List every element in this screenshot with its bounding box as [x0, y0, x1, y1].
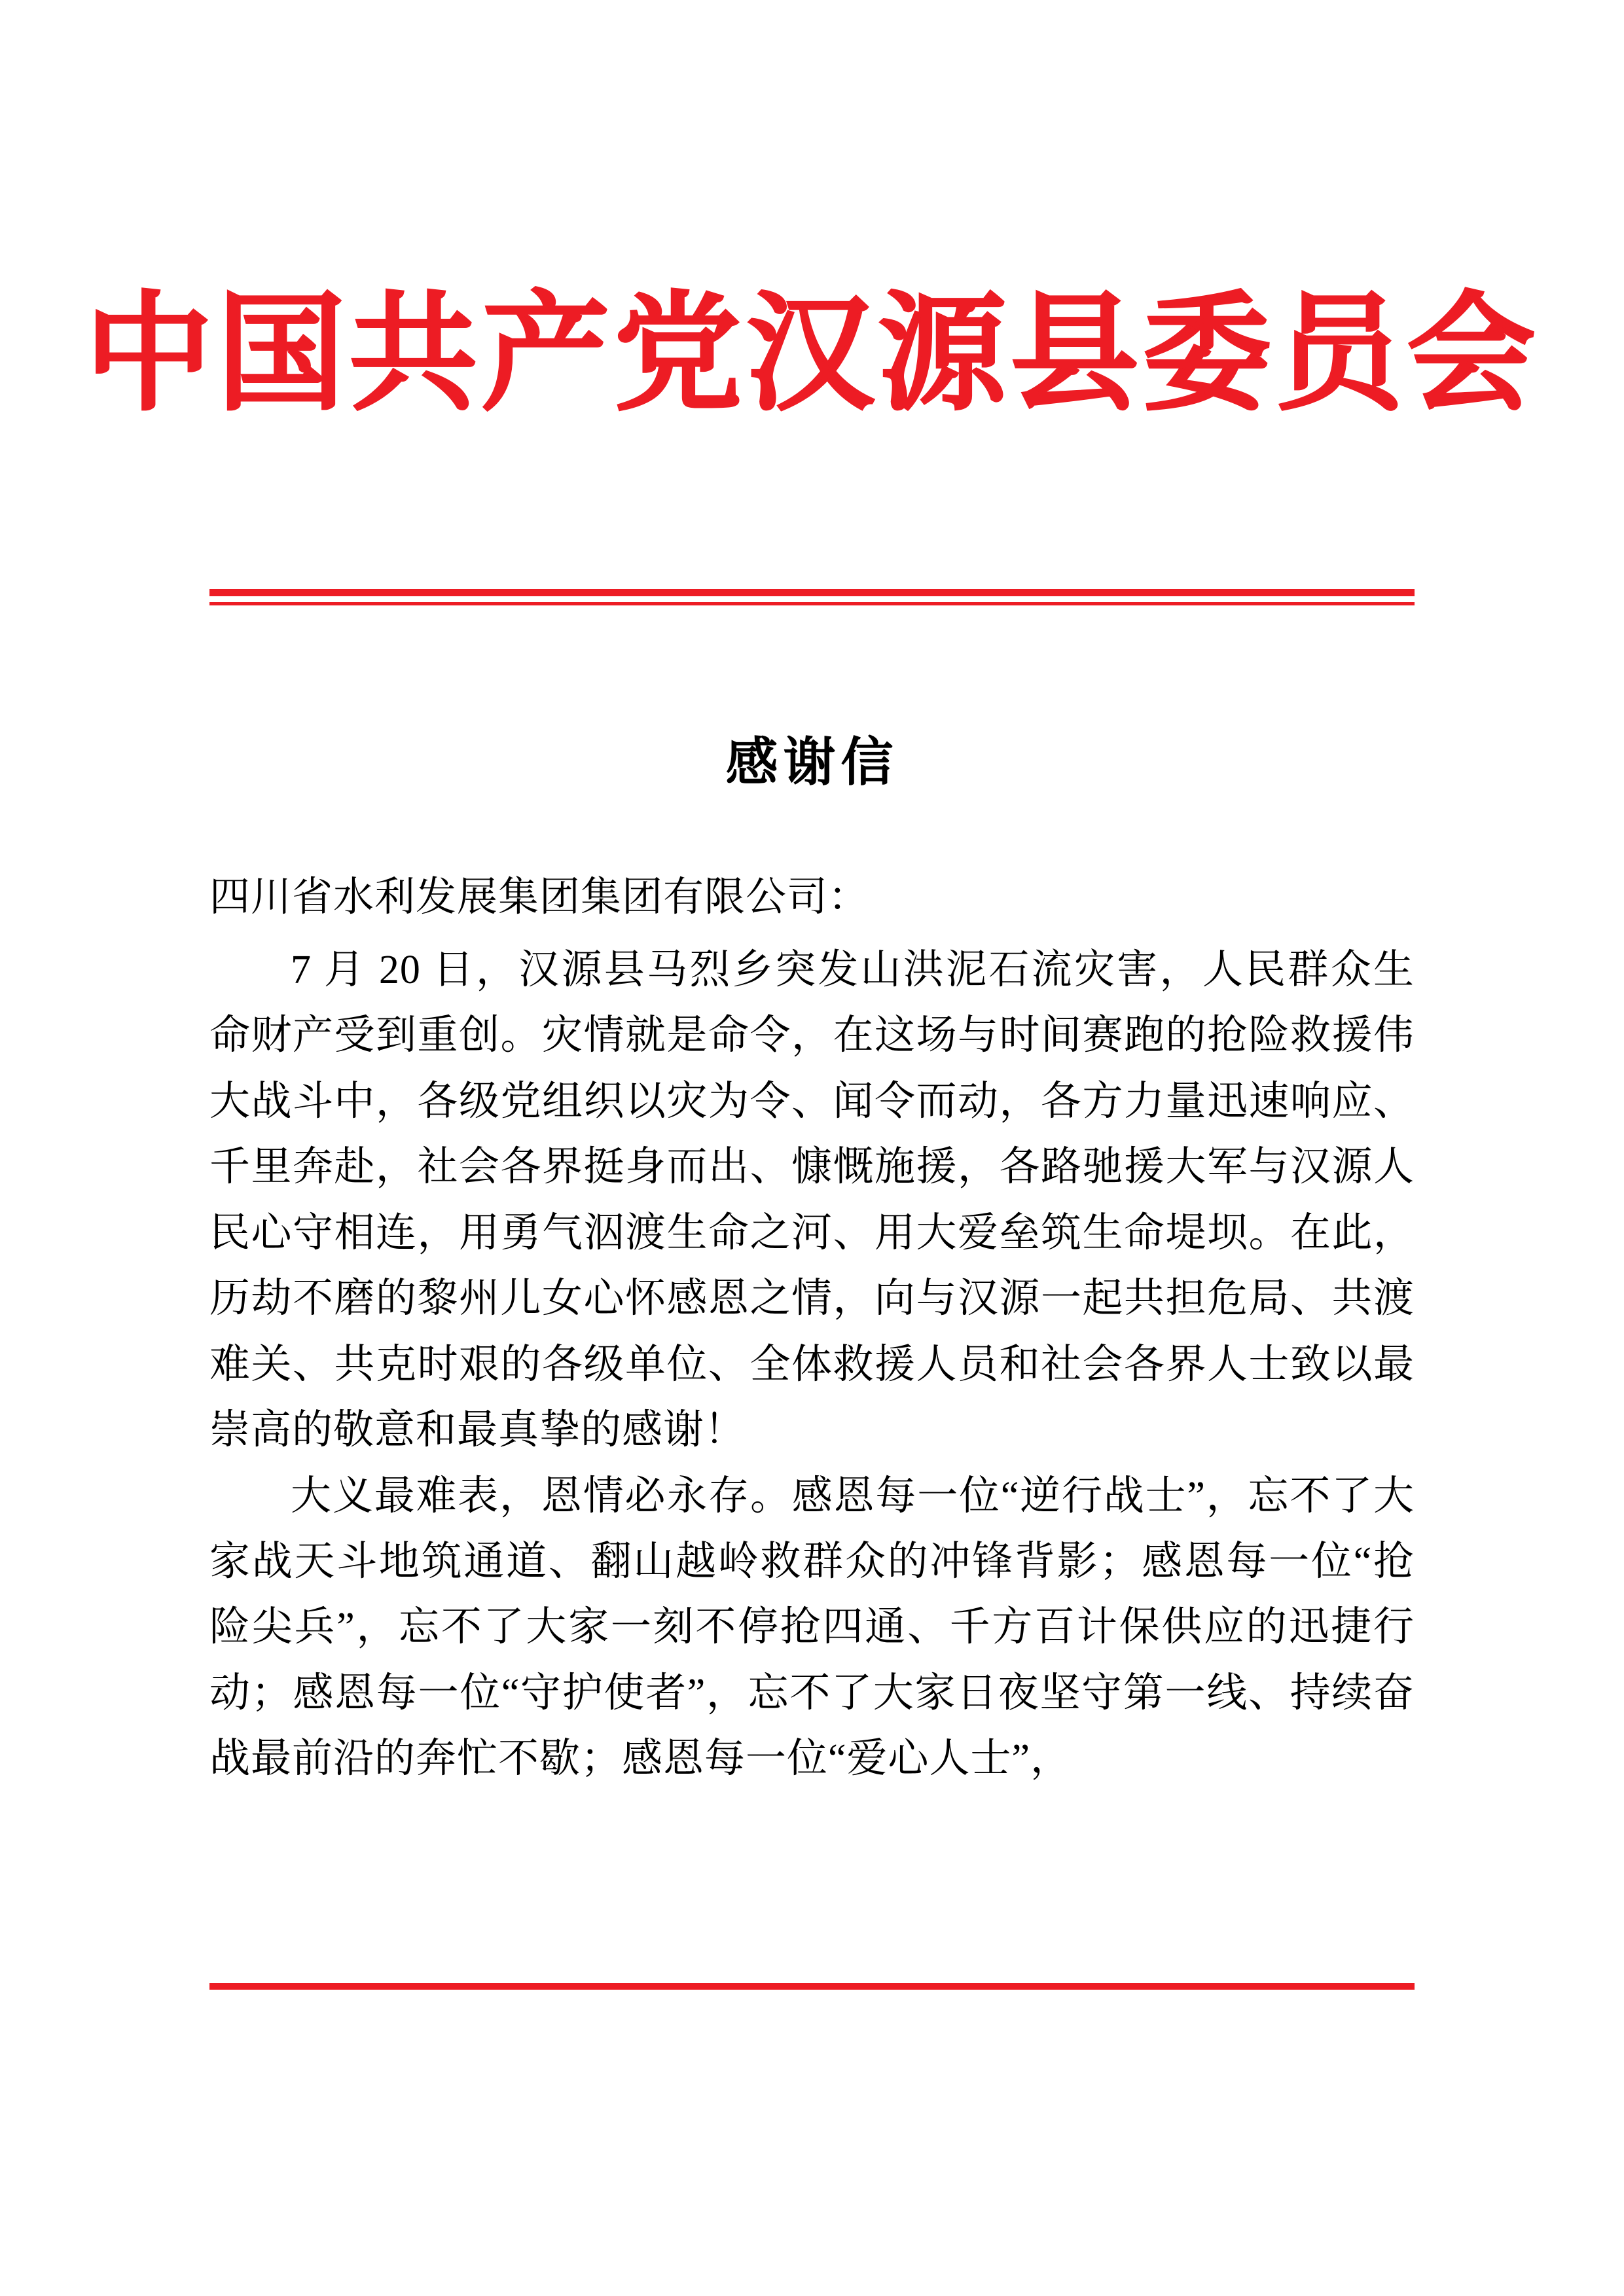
page-title: 感谢信 [725, 734, 899, 792]
letterhead [0, 281, 1624, 429]
body-paragraph-2: 大义最难表，恩情必永存。感恩每一位“逆行战士”，忘不了大家战天斗地筑通道、翻山越岭救群众的冲锋背影；感恩每一位“抢险尖兵”，忘不了大家一刻不停抢四通、千方百计保供应的迅捷行动；感恩每一位“守护使者”，忘不了大家日夜坚守第一线、持续奋战最前沿的奔忙不歇；感恩每一位“爱心人士”， [209, 1473, 1415, 1782]
addressee-line: 四川省水利发展集团集团有限公司： [209, 875, 870, 920]
letterhead-rule [209, 589, 1415, 605]
document-body [209, 877, 1415, 1792]
letterhead-rule-thick [209, 589, 1415, 596]
body-paragraph-1: 7 月 20 日，汉源县马烈乡突发山洪泥石流灾害，人民群众生命财产受到重创。灾情就是命令，在这场与时间赛跑的抢险救援伟大战斗中，各级党组织以灾为令、闻令而动，各方力量迅速响应、千里奔赴，社会各界挺身而出、慷慨施援，各路驰援大军与汉源人民心守相连，用勇气泅渡生命之河、用大爱垒筑生命堤坝。在此，历劫不磨的黎州儿女心怀感恩之情，向与汉源一起共担危局、共渡难关、共克时艰的各级单位、全体救援人员和社会各界人士致以最崇高的敬意和最真挚的感谢！ [209, 948, 1415, 1453]
letterhead-rule-thin [209, 602, 1415, 605]
footer-rule-line [209, 1983, 1415, 1990]
issuing-organization-title: 中国共产党汉源县委员会 [84, 284, 1540, 426]
footer-rule [209, 1983, 1415, 1990]
letterhead-rule-gap [209, 596, 1415, 602]
